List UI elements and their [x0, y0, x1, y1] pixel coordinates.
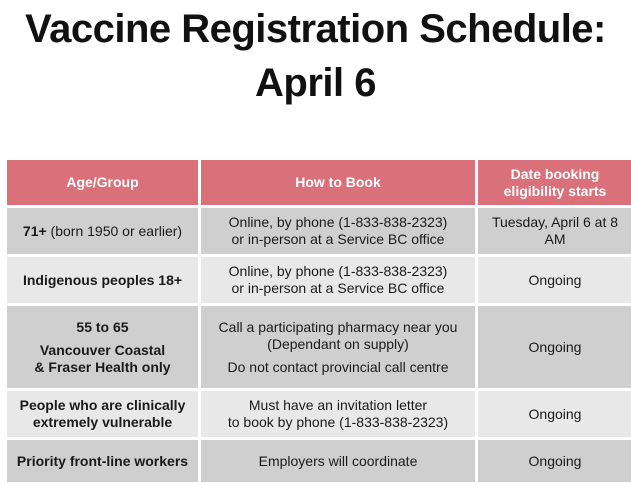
group-bold-text: 71+: [22, 222, 47, 239]
group-line-1: People who are clinically: [19, 397, 186, 413]
cell-how: [201, 391, 475, 437]
table-row: [7, 306, 631, 388]
group-line-3: & Fraser Health only: [34, 358, 171, 375]
cell-date: Ongoing: [478, 257, 631, 303]
cell-how: [201, 208, 475, 254]
cell-group: [7, 208, 198, 254]
cell-date: Ongoing: [478, 306, 631, 388]
cell-group: Indigenous peoples 18+: [7, 257, 198, 303]
table-row: [7, 257, 631, 303]
header-date-booking: [478, 160, 631, 205]
cell-date: Ongoing: [478, 391, 631, 437]
cell-date: Tuesday, April 6 at 8 AM: [478, 208, 631, 254]
cell-group: Priority front-line workers: [7, 440, 198, 482]
group-line-2: extremely vulnerable: [32, 414, 173, 430]
how-line-3: Do not contact provincial call centre: [227, 358, 449, 375]
how-line-1: Online, by phone (1-833-838-2323): [228, 263, 448, 279]
cell-group: [7, 391, 198, 437]
cell-how: [201, 257, 475, 303]
title-line-2: April 6: [255, 61, 376, 105]
table-header-row: [7, 160, 631, 205]
cell-how: [201, 306, 475, 388]
group-line-1: 55 to 65: [76, 318, 129, 335]
cell-group: [7, 306, 198, 388]
how-line-2: or in-person at a Service BC office: [231, 280, 445, 296]
table-row: [7, 391, 631, 437]
header-age-group: Age/Group: [7, 160, 198, 205]
header-how-to-book: How to Book: [201, 160, 475, 205]
how-line-2: (Dependant on supply): [267, 335, 409, 352]
group-rest-text: (born 1950 or earlier): [46, 222, 183, 239]
how-line-1: Must have an invitation letter: [248, 397, 428, 413]
table-row: [7, 440, 631, 482]
schedule-table: [4, 157, 631, 485]
how-line-1: Online, by phone (1-833-838-2323): [228, 214, 448, 230]
header-date-line-2: eligibility starts: [503, 182, 607, 199]
cell-how: Employers will coordinate: [201, 440, 475, 482]
table-row: [7, 208, 631, 254]
how-line-2: to book by phone (1-833-838-2323): [227, 414, 449, 430]
how-line-1: Call a participating pharmacy near you: [218, 318, 458, 335]
how-line-2: or in-person at a Service BC office: [231, 231, 445, 247]
page-title: [0, 2, 631, 110]
title-line-1: Vaccine Registration Schedule:: [25, 7, 606, 51]
group-line-2: Vancouver Coastal: [39, 341, 166, 358]
cell-date: Ongoing: [478, 440, 631, 482]
header-date-line-1: Date booking: [510, 165, 600, 182]
